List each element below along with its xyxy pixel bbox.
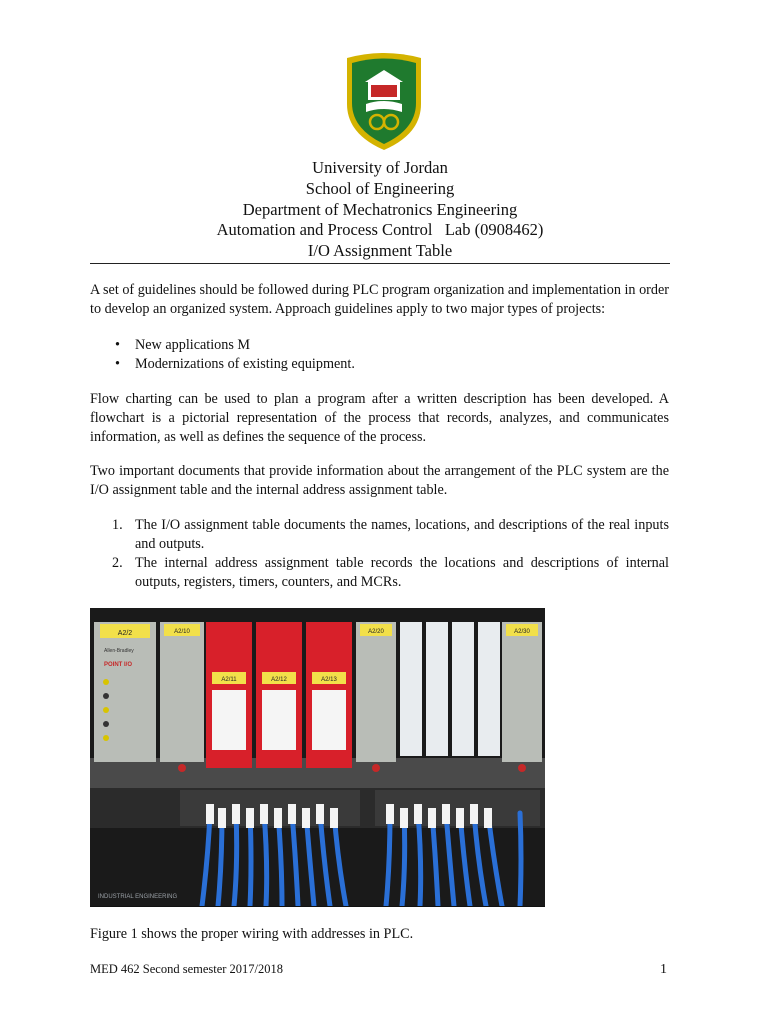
module-label: A2/2 [117, 630, 133, 637]
module-label: A2/13 [321, 677, 337, 683]
bullet-list [90, 336, 669, 374]
paragraph-guidelines: A set of guidelines should be followed during PLC program organization and implementation in order to develop an organized system. Approach guidelines apply to two major types of projects: [90, 282, 669, 317]
bullet-item: • New applications M [115, 337, 251, 353]
header-course: Automation and Process Control Lab (0908462) [216, 220, 544, 240]
header-university: University of Jordan [312, 158, 448, 177]
header-school: School of Engineering [305, 178, 455, 198]
plc-wiring-photo [90, 608, 545, 906]
numbered-item: 2. The internal address assignment table records the locations and descriptions of internal outputs, registers, timers, counters, and MCRs. [112, 555, 669, 590]
product-label: POINT I/O [104, 662, 133, 668]
bullet-glyph: • [115, 337, 120, 353]
figure-divider [90, 906, 545, 907]
header-divider [90, 263, 670, 264]
photo-watermark: INDUSTRIAL ENGINEERING [98, 894, 178, 900]
paragraph-documents: Two important documents that provide information about the arrangement of the PLC system are the I/O assignment table and the internal address assignment table. [90, 463, 669, 498]
brand-label: Allen-Bradley [104, 648, 134, 654]
numbered-list [90, 516, 669, 592]
module-label: A2/10 [174, 629, 190, 635]
page-footer: MED 462 Second semester 2017/2018 [90, 962, 284, 976]
module-label: A2/20 [368, 629, 384, 635]
bullet-item: • Modernizations of existing equipment. [115, 356, 355, 372]
header-department: Department of Mechatronics Engineering [242, 199, 518, 219]
module-label: A2/12 [271, 677, 287, 683]
red-modules [206, 622, 352, 768]
bullet-glyph: • [115, 356, 120, 372]
page-number: 1 [660, 962, 667, 977]
module-label: A2/30 [514, 629, 530, 635]
numbered-item: 1. The I/O assignment table documents the names, locations, and descriptions of the real inputs and outputs. [112, 517, 669, 552]
module-label: A2/11 [221, 677, 237, 683]
document-header [90, 158, 670, 262]
paragraph-flowchart: Flow charting can be used to plan a program after a written description has been developed. A flowchart is a pictorial representation of the process that records, analyzes, and communicates information, as well as defines the sequence of the process. [90, 391, 669, 445]
header-title: I/O Assignment Table [307, 241, 453, 261]
figure-caption: Figure 1 shows the proper wiring with addresses in PLC. [90, 926, 414, 942]
university-logo [341, 52, 427, 152]
plc-illustration [90, 608, 545, 906]
